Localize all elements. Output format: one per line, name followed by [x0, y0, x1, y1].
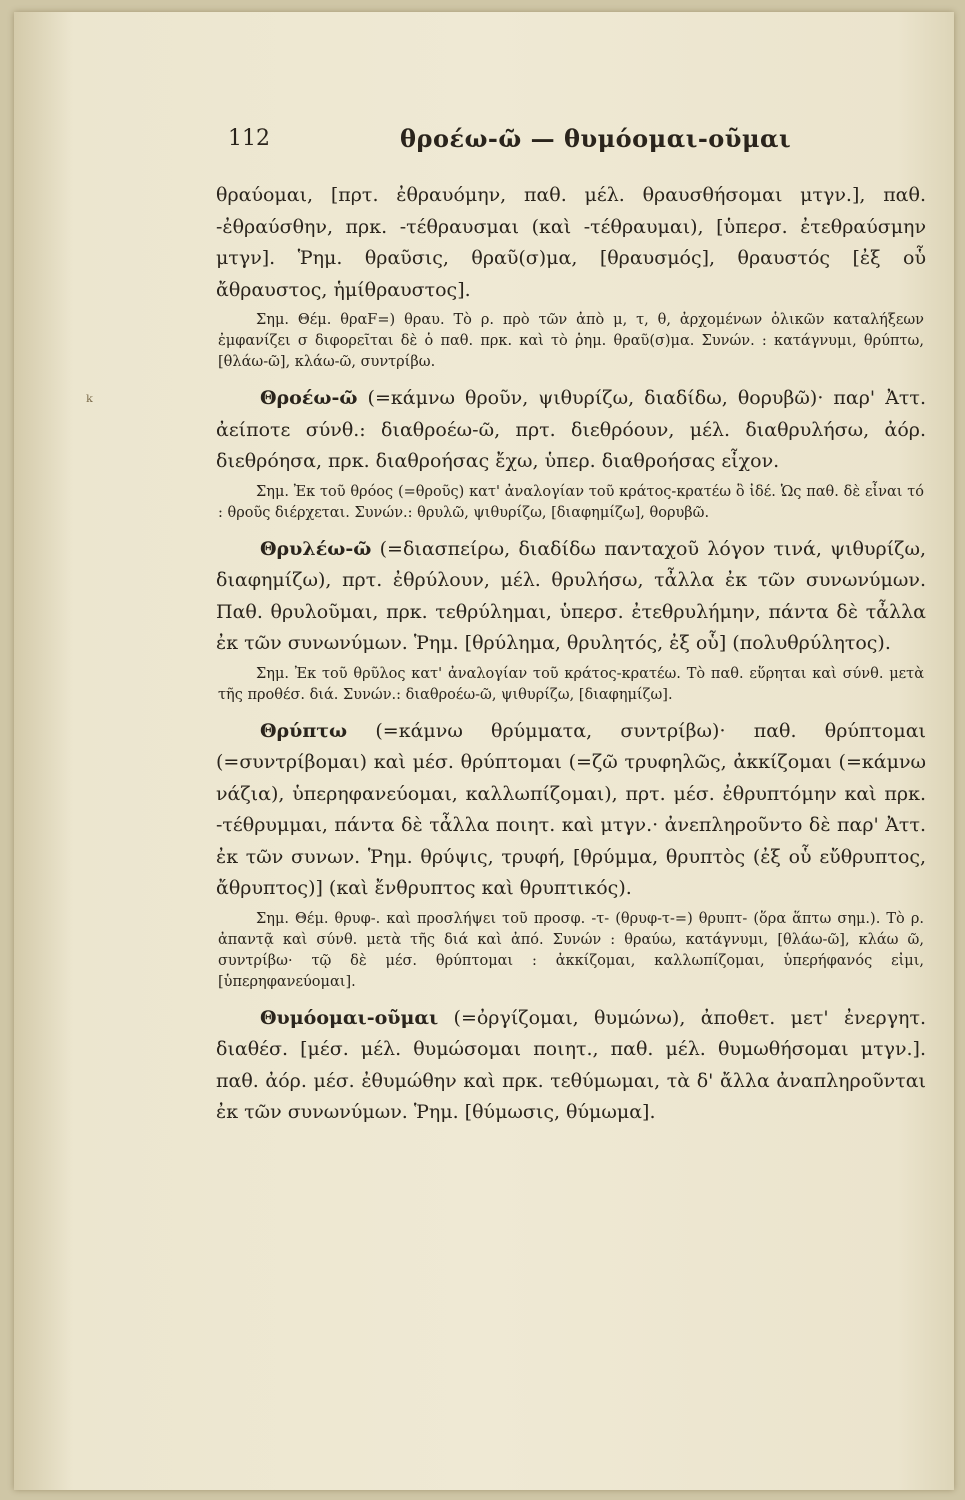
dictionary-entry	[216, 180, 936, 306]
entry-lemma: Θρυλέω-ῶ	[260, 537, 372, 560]
entry-lemma: Θρύπτω	[260, 719, 348, 742]
running-head: θροέω-ῶ — θυμόομαι-οῦμαι	[400, 124, 792, 153]
entry-note	[216, 482, 936, 524]
note-text: Σημ. Ἐκ τοῦ θρόος (=θροῦς) κατ' ἀναλογίαν τοῦ κράτος-κρατέω ὃ ἰδέ. Ὡς παθ. δὲ εἶναι τό : θροῦς διέρχεται. Συνών.: θρυλῶ, ψιθυρίζω, [διαφημίζω], θορυβῶ.	[218, 483, 924, 521]
entry-note	[216, 310, 936, 373]
page-number: 112	[228, 126, 270, 151]
entry-text: θραύομαι, [πρτ. ἐθραυόμην, παθ. μέλ. θραυσθήσομαι μτγν.], παθ. -ἐθραύσθην, πρκ. -τέθραυσμαι (καὶ -τέθραυμαι), [ὑπερσ. ἐτεθραύσμην μτγν]. Ῥημ. θραῦσις, θραῦ(σ)μα, [θραυσμός], θραυστός [ἐξ οὗ ἄθραυστος, ἡμίθραυστος].	[216, 184, 926, 301]
dictionary-entry	[216, 716, 936, 905]
page-shadow	[14, 12, 74, 1490]
page-header	[216, 118, 936, 162]
entry-lemma: Θυμόομαι-οῦμαι	[260, 1006, 439, 1029]
entry-note	[216, 664, 936, 706]
note-text: Σημ. Ἐκ τοῦ θρῦλος κατ' ἀναλογίαν τοῦ κράτος-κρατέω. Τὸ παθ. εὕρηται καὶ σύνθ. μετὰ τῆς προθέσ. διά. Συνών.: διαθροέω-ῶ, ψιθυρίζω, [διαφημίζω].	[218, 665, 924, 703]
dictionary-entry	[216, 1003, 936, 1129]
entry-text: (=ὀργίζομαι, θυμώνω), ἀποθετ. μετ' ἐνεργητ. διαθέσ. [μέσ. μέλ. θυμώσομαι ποιητ., παθ. μέλ. θυμωθήσομαι μτγν.]. παθ. ἀόρ. μέσ. ἐθυμώθην καὶ πρκ. τεθύμωμαι, τὰ δ' ἄλλα ἀναπληροῦνται ἐκ τῶν συνωνύμων. Ῥημ. [θύμωσις, θύμωμα].	[216, 1006, 926, 1123]
note-text: Σημ. Θέμ. θρυφ-. καὶ προσλήψει τοῦ προσφ. -τ- (θρυφ-τ-=) θρυπτ- (ὅρα ἅπτω σημ.). Τὸ ρ. ἀπαντᾷ καὶ σύνθ. μετὰ τῆς διά καὶ ἀπό. Συνών : θραύω, κατάγνυμι, [θλάω-ῶ], κλάω ῶ, συντρίβω· τῷ δὲ μέσ. θρύπτομαι : ἀκκίζομαι, καλλωπίζομαι, ὑπερήφανός εἰμι, [ὑπερηφανεύομαι].	[218, 910, 924, 990]
entry-text: (=κάμνω θροῦν, ψιθυρίζω, διαδίδω, θορυβῶ)· παρ' Ἀττ. ἀείποτε σύνθ.: διαθροέω-ῶ, πρτ. διεθρόουν, μέλ. διαθρυλήσω, ἀόρ. διεθρόησα, πρκ. διαθροήσας ἔχω, ὑπερ. διαθροήσας εἶχον.	[216, 387, 926, 472]
dictionary-entry	[216, 383, 936, 478]
entry-text: (=διασπείρω, διαδίδω πανταχοῦ λόγον τινά, ψιθυρίζω, διαφημίζω), πρτ. ἐθρύλουν, μέλ. θρυλήσω, τἆλλα ἐκ τῶν συνωνύμων. Παθ. θρυλοῦμαι, πρκ. τεθρύλημαι, ὑπερσ. ἐτεθρυλήμην, πάντα δὲ τἆλλα ἐκ τῶν συνωνύμων. Ῥημ. [θρύλημα, θρυλητός, ἐξ οὗ] (πολυθρύλητος).	[216, 537, 926, 654]
note-text: Σημ. Θέμ. θραF=) θραυ. Τὸ ρ. πρὸ τῶν ἀπὸ μ, τ, θ, ἀρχομένων ὁλικῶν καταλήξεων ἐμφανίζει σ διφορεῖται δὲ ὁ παθ. πρκ. καὶ τὸ ῥημ. θραῦ(σ)μα. Συνών. : κατάγνυμι, θρύπτω, [θλάω-ῶ], κλάω-ῶ, συντρίβω.	[218, 312, 924, 370]
margin-mark: ᵏ	[86, 392, 93, 413]
entry-lemma: Θροέω-ῶ	[260, 387, 358, 409]
entry-note	[216, 909, 936, 993]
dictionary-entry	[216, 534, 936, 660]
entry-text: (=κάμνω θρύμματα, συντρίβω)· παθ. θρύπτομαι (=συντρίβομαι) καὶ μέσ. θρύπτομαι (=ζῶ τρυφηλῶς, ἀκκίζομαι (=κάμνω νάζια), ὑπερηφανεύομαι, καλλωπίζομαι), πρτ. μέσ. ἐθρυπτόμην καὶ πρκ. -τέθρυμμαι, πάντα δὲ τἆλλα ποιητ. καὶ μτγν.· ἀνεπληροῦντο δὲ παρ' Ἀττ. ἐκ τῶν συνων. Ῥημ. θρύψις, τρυφή, [θρύμμα, θρυπτὸς (ἐξ οὗ εὔθρυπτος, ἄθρυπτος)] (καὶ ἔνθρυπτος καὶ θρυπτικός).	[216, 719, 926, 899]
page-content	[216, 118, 936, 1133]
